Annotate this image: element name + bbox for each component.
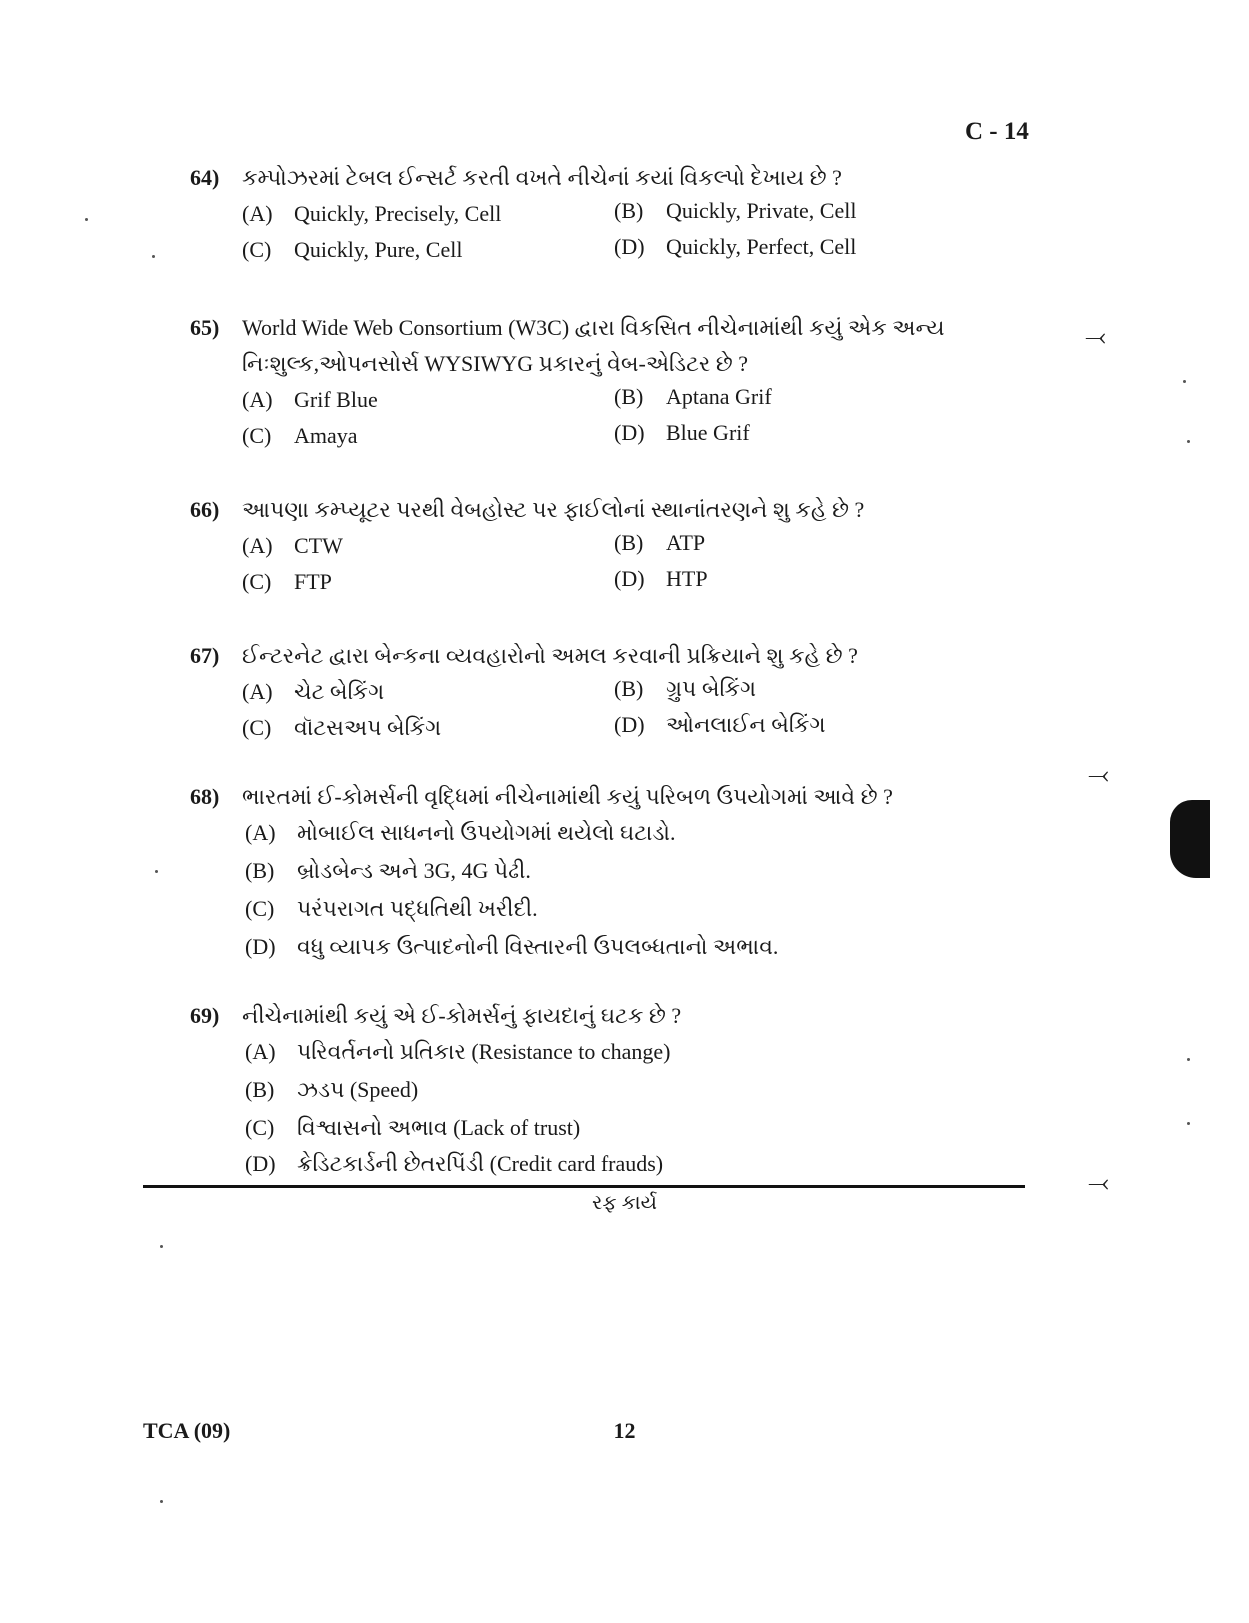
option-a: (A) CTW [242, 533, 343, 558]
option-c: (C) પરંપરાગત પદ્ધતિથી ખરીદી. [245, 896, 538, 921]
question-text: કમ્પોઝરમાં ટેબલ ઈન્સર્ટ કરતી વખતે નીચેનાં કયાં વિકલ્પો દેખાય છે ? [242, 165, 842, 190]
question-number: 64) [190, 165, 220, 190]
scan-blot [1170, 800, 1210, 878]
option-b: (B) Aptana Grif [614, 384, 772, 409]
question-66 [190, 492, 1030, 600]
question-65 [190, 310, 1030, 454]
question-number: 68) [190, 784, 220, 809]
option-a: (A) ચેટ બેકિંગ [242, 679, 385, 704]
scan-speck [160, 1245, 163, 1248]
option-c: (C) Amaya [242, 423, 358, 448]
footer-paper-code: TCA (09) [143, 1418, 231, 1443]
option-a: (A) પરિવર્તનનો પ્રતિકાર (Resistance to change) [245, 1039, 671, 1064]
question-number: 65) [190, 315, 220, 340]
option-c: (C) વિશ્વાસનો અભાવ (Lack of trust) [245, 1115, 581, 1140]
option-c: (C) Quickly, Pure, Cell [242, 237, 463, 262]
option-d: (D) Blue Grif [614, 420, 750, 445]
option-d: (D) ક્રેડિટકાર્ડની છેતરપિંડી (Credit card frauds) [245, 1151, 664, 1176]
option-b: (B) ATP [614, 530, 706, 555]
option-b: (B) Quickly, Private, Cell [614, 198, 857, 223]
question-number: 67) [190, 643, 220, 668]
scan-speck [85, 218, 88, 221]
option-b: (B) ગ્રુપ બેકિંગ [614, 676, 757, 701]
scan-speck [160, 1500, 163, 1503]
rough-work-label: રફ કાર્ય [591, 1192, 658, 1214]
option-a: (A) મોબાઈલ સાધનનો ઉપયોગમાં થયેલો ઘટાડો. [245, 820, 676, 845]
option-b: (B) બ્રોડબેન્ડ અને 3G, 4G પેઢી. [245, 858, 531, 883]
option-a: (A) Quickly, Precisely, Cell [242, 201, 502, 226]
punch-mark-icon: ⤙ [1088, 760, 1109, 790]
scan-speck [1187, 440, 1190, 443]
question-number: 69) [190, 1003, 220, 1028]
question-text: આપણા કમ્પ્યૂટર પરથી વેબહોસ્ટ પર ફાઈલોનાં સ્થાનાંતરણને શુ કહે છે ? [242, 497, 865, 522]
page-number: 12 [613, 1418, 636, 1443]
question-68 [190, 779, 1030, 965]
option-d: (D) Quickly, Perfect, Cell [614, 234, 857, 259]
question-number: 66) [190, 497, 220, 522]
question-text-line2: નિઃશુલ્ક,ઓપનસોર્સ WYSIWYG પ્રકારનું વેબ-એડિટર છે ? [242, 351, 749, 376]
option-d: (D) વધુ વ્યાપક ઉત્પાદનોની વિસ્તારની ઉપલબ્ધતાનો અભાવ. [245, 934, 779, 959]
question-69 [190, 998, 1030, 1184]
scan-speck [1183, 380, 1186, 383]
question-text: ઈન્ટરનેટ દ્વારા બેન્કના વ્યવહારોનો અમલ કરવાની પ્રક્રિયાને શુ કહે છે ? [242, 643, 858, 668]
option-d: (D) HTP [614, 566, 708, 591]
divider-line [143, 1185, 1025, 1188]
question-64 [190, 160, 1030, 268]
punch-mark-icon: ⤙ [1085, 322, 1106, 352]
option-d: (D) ઓનલાઈન બેકિંગ [614, 712, 826, 737]
question-67 [190, 638, 1030, 746]
option-a: (A) Grif Blue [242, 387, 378, 412]
scan-speck [1187, 1122, 1190, 1125]
question-text: World Wide Web Consortium (W3C) દ્વારા વિકસિત નીચેનામાંથી કયું એક અન્ય [242, 315, 945, 340]
scan-speck [155, 870, 158, 873]
option-c: (C) વૉટસઅપ બેકિંગ [242, 715, 442, 740]
paper-code: C - 14 [965, 118, 1029, 145]
question-text: ભારતમાં ઈ-કોમર્સની વૃદ્ધિમાં નીચેનામાંથી કયું પરિબળ ઉપયોગમાં આવે છે ? [242, 784, 893, 809]
scan-speck [152, 255, 155, 258]
scan-speck [1187, 1058, 1190, 1061]
question-text: નીચેનામાંથી કયું એ ઈ-કોમર્સનું ફાયદાનું ઘટક છે ? [242, 1003, 682, 1028]
punch-mark-icon: ⤙ [1088, 1168, 1109, 1198]
option-c: (C) FTP [242, 569, 332, 594]
option-b: (B) ઝડપ (Speed) [245, 1077, 419, 1102]
